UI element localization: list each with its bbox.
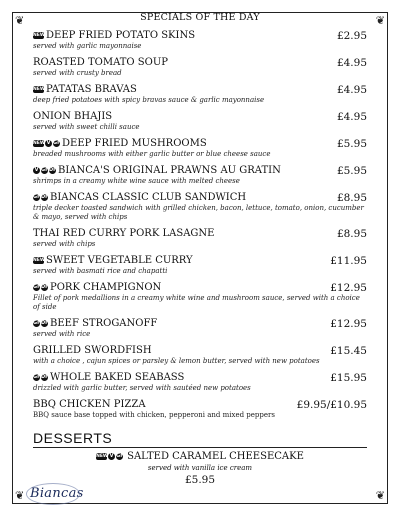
menu-item-name: BBQ CHICKEN PIZZA xyxy=(33,399,146,410)
menu-item-description: drizzled with garlic butter, served with sautéed new potatoes xyxy=(33,384,251,392)
v-badge-icon: V xyxy=(109,453,114,459)
menu-item-name: GRILLED SWORDFISH xyxy=(33,345,152,356)
corner-ornament-icon: ❦ xyxy=(375,14,385,27)
menu-item-name: DEEP FRIED POTATO SKINS xyxy=(46,30,196,41)
menu-item xyxy=(33,281,367,317)
new-badge-icon: NEW xyxy=(33,87,45,92)
menu-item-price: £5.95 xyxy=(336,137,367,150)
menu-item-price: £11.95 xyxy=(330,254,367,267)
dessert-price: £5.95 xyxy=(184,474,216,486)
df-badge-icon: DF xyxy=(41,374,49,380)
menu-item xyxy=(33,137,367,164)
menu-item-description: breaded mushrooms with either garlic butter or blue cheese sauce xyxy=(33,150,271,158)
menu-item-price: £4.95 xyxy=(336,56,367,69)
menu-item-description: served with crusty bread xyxy=(33,69,122,77)
gf-badge-icon: GF xyxy=(33,194,41,200)
logo-text: Biancas xyxy=(30,486,84,501)
menu-item-price: £9.95/£10.95 xyxy=(296,398,367,411)
menu-item-description: served with rice xyxy=(33,330,91,338)
menu-item-name: WHOLE BAKED SEABASS xyxy=(50,372,185,383)
menu-item xyxy=(33,371,367,398)
dessert-item xyxy=(33,451,367,486)
gf-badge-icon: GF xyxy=(33,320,41,326)
menu-item xyxy=(33,110,367,137)
dietary-icons xyxy=(33,167,56,174)
df-badge-icon: DF xyxy=(41,320,49,326)
menu-item-name: ONION BHAJIS xyxy=(33,111,113,122)
menu-item xyxy=(33,344,367,371)
v-badge-icon: V xyxy=(46,140,51,146)
menu-item-price: £8.95 xyxy=(336,227,367,240)
menu-item-name: BIANCAS CLASSIC CLUB SANDWICH xyxy=(50,192,247,203)
dessert-icons xyxy=(96,453,123,460)
dietary-icons xyxy=(33,140,60,147)
menu-item-description: served with garlic mayonnaise xyxy=(33,42,142,50)
dietary-icons xyxy=(33,374,48,381)
new-badge-icon: NEW xyxy=(33,141,45,146)
page-title: SPECIALS OF THE DAY xyxy=(140,12,260,23)
dietary-icons xyxy=(33,194,48,201)
desserts-divider xyxy=(33,447,367,448)
corner-ornament-icon: ❦ xyxy=(375,489,385,502)
menu-item-name: SWEET VEGETABLE CURRY xyxy=(46,255,193,266)
corner-ornament-icon: ❦ xyxy=(15,489,25,502)
menu-item-price: £2.95 xyxy=(336,29,367,42)
dessert-name: SALTED CARAMEL CHEESECAKE xyxy=(127,451,304,462)
menu-item xyxy=(33,29,367,56)
new-badge-icon: NEW xyxy=(33,33,45,38)
menu-item-description: Fillet of pork medallions in a creamy white wine and mushroom sauce, served with a choice of side xyxy=(33,294,360,311)
dietary-icons xyxy=(33,32,44,39)
new-badge-icon: NEW xyxy=(33,258,45,263)
menu-item-price: £4.95 xyxy=(336,110,367,123)
menu-item-name: ROASTED TOMATO SOUP xyxy=(33,57,168,68)
menu-item-description: BBQ sauce base topped with chicken, pepperoni and mixed peppers xyxy=(33,411,275,419)
biancas-logo xyxy=(30,486,84,501)
menu-item-description: deep fried potatoes with spicy bravas sauce & garlic mayonnaise xyxy=(33,96,265,104)
v-badge-icon: V xyxy=(34,167,39,173)
menu-item-description: shrimps in a creamy white wine sauce with melted cheese xyxy=(33,177,240,185)
menu-item-description: served with chips xyxy=(33,240,96,248)
df-badge-icon: DF xyxy=(41,194,49,200)
menu-item-name: PORK CHAMPIGNON xyxy=(50,282,162,293)
gf-badge-icon: GF xyxy=(116,453,124,459)
menu-item xyxy=(33,191,367,227)
menu-item-description: with a choice , cajun spices or parsley & lemon butter, served with new potatoes xyxy=(33,357,320,365)
menu-item xyxy=(33,317,367,344)
gf-badge-icon: GF xyxy=(33,374,41,380)
dietary-icons xyxy=(33,257,44,264)
gf-badge-icon: GF xyxy=(53,140,61,146)
menu-item xyxy=(33,56,367,83)
menu-item-price: £5.95 xyxy=(336,164,367,177)
dietary-icons xyxy=(33,86,44,93)
menu-item-description: triple decker toasted sandwich with grilled chicken, bacon, lettuce, tomato, onion, cucumber & mayo, served with chips xyxy=(33,204,364,221)
df-badge-icon: DF xyxy=(49,167,57,173)
menu-item-price: £12.95 xyxy=(330,281,367,294)
corner-ornament-icon: ❦ xyxy=(15,14,25,27)
gf-badge-icon: GF xyxy=(33,284,41,290)
menu-item-description: served with basmati rice and chapatti xyxy=(33,267,168,275)
menu-item-name: DEEP FRIED MUSHROOMS xyxy=(62,138,207,149)
new-badge-icon: NEW xyxy=(96,454,108,459)
menu-item xyxy=(33,398,367,425)
dietary-icons xyxy=(33,284,48,291)
menu-item xyxy=(33,83,367,110)
menu-item xyxy=(33,227,367,254)
df-badge-icon: DF xyxy=(41,284,49,290)
menu-item-price: £15.45 xyxy=(330,344,367,357)
menu-item-price: £15.95 xyxy=(330,371,367,384)
menu-item-name: THAI RED CURRY PORK LASAGNE xyxy=(33,228,215,239)
menu-item-price: £8.95 xyxy=(336,191,367,204)
menu-item-description: served with sweet chilli sauce xyxy=(33,123,140,131)
desserts-heading: DESSERTS xyxy=(33,430,113,446)
menu-item-price: £12.95 xyxy=(330,317,367,330)
menu-item-name: PATATAS BRAVAS xyxy=(46,84,137,95)
menu-item xyxy=(33,254,367,281)
menu-item-price: £4.95 xyxy=(336,83,367,96)
specials-list xyxy=(33,29,367,425)
dessert-description: served with vanilla ice cream xyxy=(147,464,253,472)
logo-swirl-icon xyxy=(26,483,80,505)
menu-item-name: BIANCA'S ORIGINAL PRAWNS AU GRATIN xyxy=(58,165,281,176)
menu-item xyxy=(33,164,367,191)
menu-item-name: BEEF STROGANOFF xyxy=(50,318,158,329)
gf-badge-icon: GF xyxy=(41,167,49,173)
dietary-icons xyxy=(33,320,48,327)
